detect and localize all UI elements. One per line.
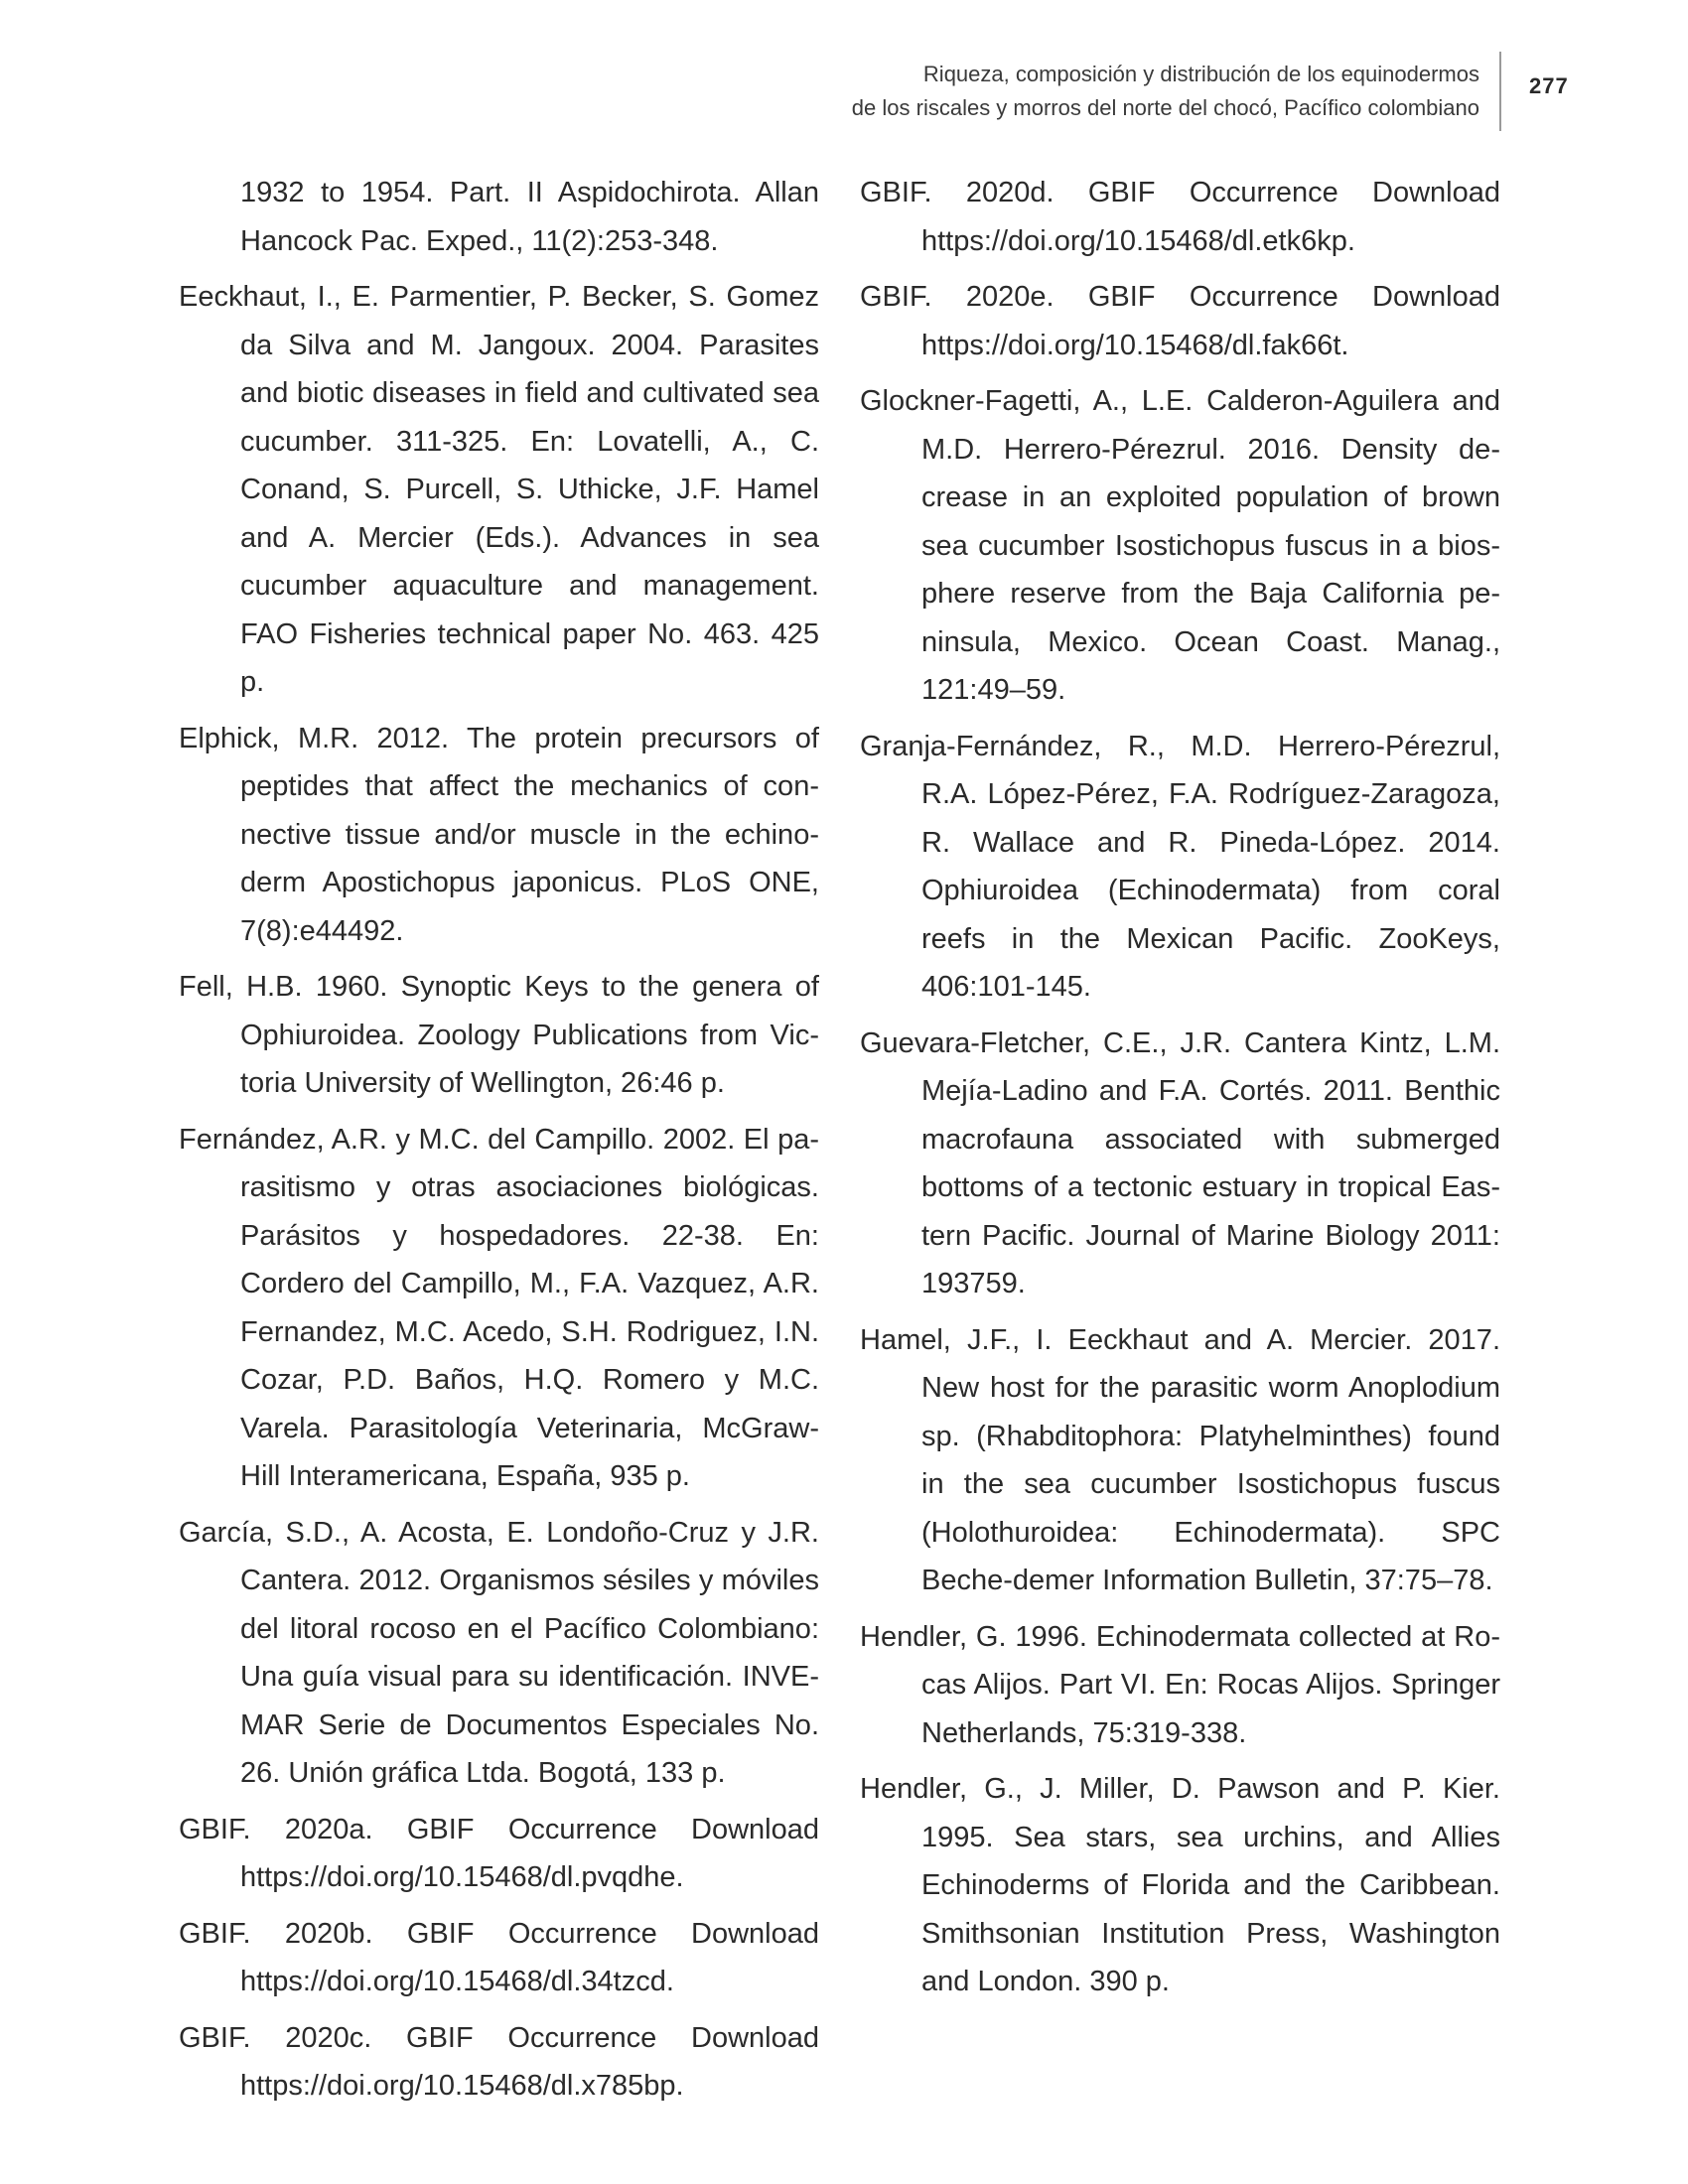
header-divider (1499, 52, 1501, 131)
reference-entry: Hendler, G., J. Miller, D. Pawson and P. Kier. 1995. Sea stars, sea urchins, and Allies Echinoderms of Florida and the Caribbean. Smithsonian Institution Press, Washington and London. 390 p. (860, 1773, 1500, 1997)
reference-entry: Granja-Fernández, R., M.D. Herrero-Pérezrul, R.A. López-Pérez, F.A. Rodríguez-Zaragoza, R. Wallace and R. Pineda-López. 2014. Ophiuroidea (Echinodermata) from coral reefs in the Mexican Pacific. ZooKeys, 406:101-145. (860, 730, 1500, 1003)
reference-entry: GBIF. 2020d. GBIF Occurrence Download https://doi.org/10.15468/dl.etk6kp. (860, 177, 1500, 257)
reference-entry: Elphick, M.R. 2012. The protein precursors of peptides that affect the mechanics of connective tissue and/or muscle in the echinoderm Apostichopus japonicus. PLoS ONE, 7(8):e44492. (179, 722, 819, 947)
right-column (860, 169, 1500, 2014)
left-column (179, 169, 819, 2118)
reference-entry: GBIF. 2020b. GBIF Occurrence Download https://doi.org/10.15468/dl.34tzcd. (179, 1917, 819, 1997)
reference-entry: Fernández, A.R. y M.C. del Campillo. 2002. El parasitismo y otras asociaciones biológicas. Parásitos y hospedadores. 22-38. En: Cordero del Campillo, M., F.A. Vazquez, A.R. Fernandez, M.C. Acedo, S.H. Rodriguez, I.N. Cozar, P.D. Baños, H.Q. Romero y M.C. Varela. Parasitología Veterinaria, McGraw-Hill Interamericana, España, 935 p. (179, 1123, 819, 1492)
running-head-line-1: Riqueza, composición y distribución de los equinodermos (922, 62, 1479, 86)
reference-entry: García, S.D., A. Acosta, E. Londoño-Cruz y J.R. Cantera. 2012. Organismos sésiles y móviles del litoral rocoso en el Pacífico Colombiano: Una guía visual para su identificación. INVEMAR Serie de Documentos Especiales No. 26. Unión gráfica Ltda. Bogotá, 133 p. (179, 1516, 819, 1789)
reference-entry: Hamel, J.F., I. Eeckhaut and A. Mercier. 2017. New host for the parasitic worm Anoplodium sp. (Rhabditophora: Platyhelminthes) found in the sea cucumber Isostichopus fuscus (Holothuroidea: Echinodermata). SPC Beche-demer Information Bulletin, 37:75–78. (860, 1323, 1500, 1596)
reference-entry: Guevara-Fletcher, C.E., J.R. Cantera Kintz, L.M. Mejía-Ladino and F.A. Cortés. 2011. Benthic macrofauna associated with submerged bottoms of a tectonic estuary in tropical Eastern Pacific. Journal of Marine Biology 2011: 193759. (860, 1026, 1500, 1299)
reference-entry: GBIF. 2020a. GBIF Occurrence Download https://doi.org/10.15468/dl.pvqdhe. (179, 1813, 819, 1893)
reference-entry: Glockner-Fagetti, A., L.E. Calderon-Aguilera and M.D. Herrero-Pérezrul. 2016. Density decrease in an exploited population of brown sea cucumber Isostichopus fuscus in a biosphere reserve from the Baja California peninsula, Mexico. Ocean Coast. Manag., 121:49–59. (860, 385, 1500, 706)
running-head (586, 58, 1479, 125)
page-number: 277 (1529, 73, 1569, 98)
reference-entry: GBIF. 2020c. GBIF Occurrence Download https://doi.org/10.15468/dl.x785bp. (179, 2021, 819, 2102)
running-head-line-2: de los riscales y morros del norte del chocó, Pacífico colombiano (851, 95, 1479, 120)
reference-entry: Hendler, G. 1996. Echinodermata collected at Rocas Alijos. Part VI. En: Rocas Alijos. Springer Netherlands, 75:319-338. (860, 1620, 1500, 1749)
reference-entry: Eeckhaut, I., E. Parmentier, P. Becker, S. Gomez da Silva and M. Jangoux. 2004. Parasites and biotic diseases in field and cultivated sea cucumber. 311-325. En: Lovatelli, A., C. Conand, S. Purcell, S. Uthicke, J.F. Hamel and A. Mercier (Eds.). Advances in sea cucumber aquaculture and management. FAO Fisheries technical paper No. 463. 425 p. (179, 281, 819, 698)
reference-entry-continued: 1932 to 1954. Part. II Aspidochirota. Allan Hancock Pac. Exped., 11(2):253-348. (240, 177, 819, 257)
reference-entry: Fell, H.B. 1960. Synoptic Keys to the genera of Ophiuroidea. Zoology Publications from Victoria University of Wellington, 26:46 p. (179, 971, 819, 1099)
reference-entry: GBIF. 2020e. GBIF Occurrence Download https://doi.org/10.15468/dl.fak66t. (860, 281, 1500, 361)
